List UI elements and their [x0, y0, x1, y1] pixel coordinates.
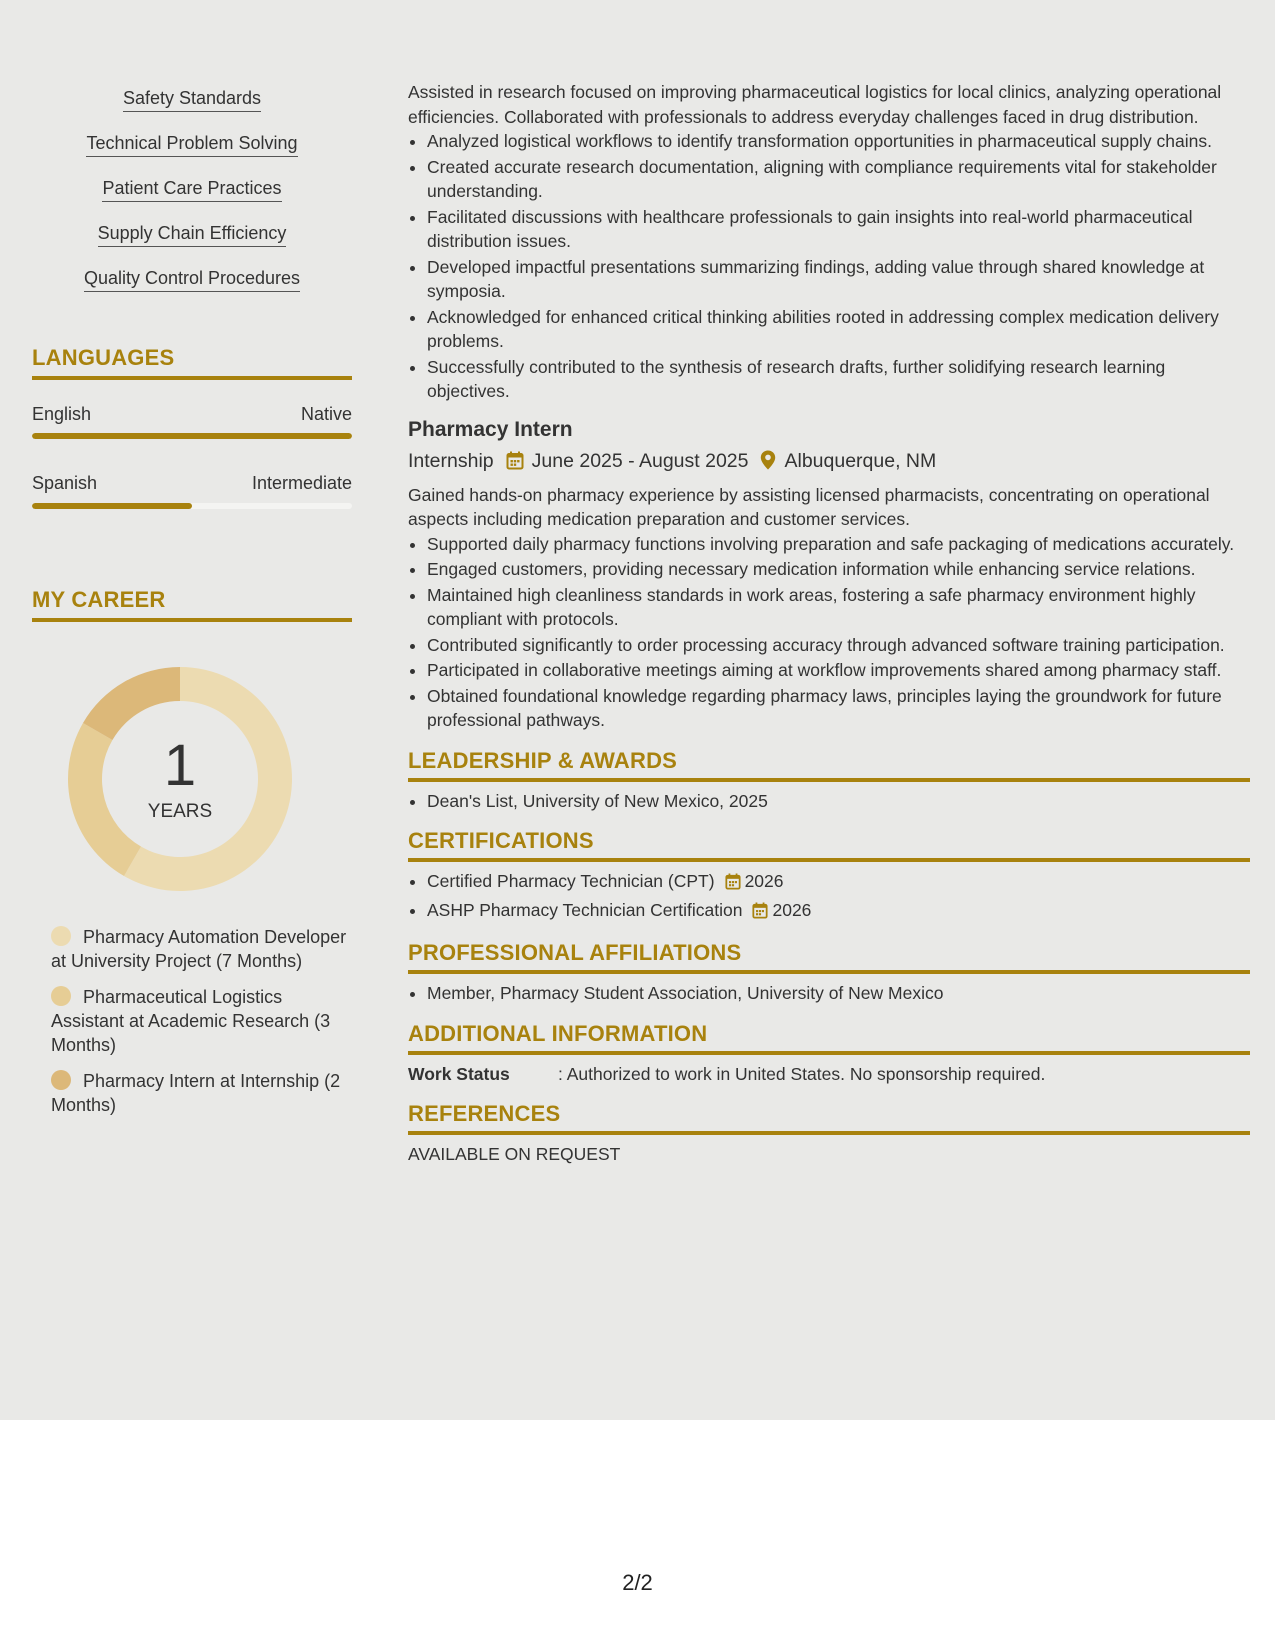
job-bullets: [408, 129, 1250, 404]
career-legend: [51, 925, 351, 1129]
language-proficiency-bar: [32, 503, 352, 509]
language-name: English: [32, 404, 92, 424]
affiliations-list: [408, 981, 1250, 1006]
job-bullet: • Acknowledged for enhanced critical thinking abilities rooted in addressing complex medication delivery problems.: [427, 305, 1250, 354]
job-summary: Gained hands-on pharmacy experience by assisting licensed pharmacists, concentrating on operational aspects including medication preparation and customer services.: [408, 484, 1210, 529]
legend-dot: [51, 986, 71, 1006]
certification-name: ASHP Pharmacy Technician Certification: [427, 899, 743, 920]
languages-heading: LANGUAGES: [32, 344, 352, 380]
experience-entry: [408, 80, 1250, 404]
job-bullet: • Contributed significantly to order processing accuracy through advanced software training participation.: [427, 633, 1250, 658]
career-legend-item: [51, 925, 351, 973]
skill-item: Patient Care Practices: [102, 176, 281, 202]
certification-year: 2026: [772, 899, 812, 920]
job-title: Pharmacy Intern: [408, 417, 573, 441]
career-total-number: 1: [163, 733, 197, 798]
job-bullet: • Participated in collaborative meetings aiming at workflow improvements shared among pharmacy staff.: [427, 658, 1250, 683]
job-bullet: • Created accurate research documentation, aligning with compliance requirements vital for stakeholder understanding.: [427, 155, 1250, 204]
leadership-list: [408, 789, 1250, 814]
donut-segment: [83, 667, 180, 740]
skill-item: Safety Standards: [123, 86, 261, 112]
legend-dot: [51, 1070, 71, 1090]
job-bullet: • Obtained foundational knowledge regarding pharmacy laws, principles laying the groundwork for future professional pathways.: [427, 684, 1250, 733]
work-status-row: [408, 1062, 1250, 1087]
job-bullet: • Analyzed logistical workflows to identify transformation opportunities in pharmaceutical supply chains.: [427, 129, 1250, 154]
job-bullet: • Supported daily pharmacy functions involving preparation and safe packaging of medications accurately.: [427, 532, 1250, 557]
certifications-heading: CERTIFICATIONS: [408, 827, 1250, 862]
language-proficiency-fill: [32, 433, 352, 439]
skills-list: [32, 86, 352, 311]
main-content: [408, 80, 1250, 1167]
legend-label: Pharmacy Automation Developer at University Project (7 Months): [51, 927, 347, 971]
career-legend-item: [51, 1069, 351, 1117]
leadership-heading: LEADERSHIP & AWARDS: [408, 747, 1250, 782]
affiliation-item: • Member, Pharmacy Student Association, University of New Mexico: [427, 981, 1250, 1006]
legend-label: Pharmaceutical Logistics Assistant at Academic Research (3 Months): [51, 987, 331, 1055]
affiliations-heading: PROFESSIONAL AFFILIATIONS: [408, 939, 1250, 974]
page-number: 2/2: [622, 1570, 653, 1595]
job-summary: Assisted in research focused on improving pharmaceutical logistics for local clinics, analyzing operational efficiencies. Collaborated with professionals to address everyday challenges faced in drug distribution.: [408, 82, 1222, 127]
language-level: Intermediate: [251, 473, 352, 493]
job-dates: June 2025 - August 2025: [531, 449, 749, 472]
language-proficiency-bar: [32, 433, 352, 439]
language-proficiency-fill: [32, 503, 192, 509]
job-meta: [408, 448, 1250, 477]
skill-item: Technical Problem Solving: [86, 131, 297, 157]
calendar-icon: [506, 451, 524, 477]
calendar-icon: [752, 901, 768, 926]
certification-year: 2026: [744, 871, 784, 891]
job-location: Albuquerque, NM: [784, 449, 937, 472]
certification-item: [427, 898, 1250, 926]
legend-label: Pharmacy Intern at Internship (2 Months): [51, 1071, 341, 1115]
job-company: Internship: [408, 449, 494, 472]
references-text: AVAILABLE ON REQUEST: [408, 1144, 621, 1164]
job-bullet: • Engaged customers, providing necessary medication information while enhancing service relations.: [427, 557, 1250, 582]
leadership-item: • Dean's List, University of New Mexico, 2025: [427, 789, 1250, 814]
work-status-value: : Authorized to work in United States. No sponsorship required.: [558, 1063, 1046, 1084]
job-bullet: • Facilitated discussions with healthcare professionals to gain insights into real-world pharmaceutical distribution issues.: [427, 205, 1250, 254]
certifications-list: [408, 869, 1250, 925]
job-bullets: [408, 532, 1250, 733]
references-heading: REFERENCES: [408, 1100, 1250, 1135]
job-bullet: • Successfully contributed to the synthesis of research drafts, further solidifying research learning objectives.: [427, 355, 1250, 404]
certification-name: Certified Pharmacy Technician (CPT): [427, 871, 715, 891]
skill-item: Supply Chain Efficiency: [98, 221, 287, 247]
legend-dot: [51, 926, 71, 946]
job-bullet: • Developed impactful presentations summarizing findings, adding value through shared knowledge at symposia.: [427, 255, 1250, 304]
career-heading: MY CAREER: [32, 586, 352, 622]
language-name: Spanish: [32, 473, 98, 493]
language-level: Native: [300, 404, 352, 424]
map-pin-icon: [760, 450, 776, 477]
certification-item: [427, 869, 1250, 897]
work-status-key: Work Status: [408, 1063, 510, 1084]
career-legend-item: [51, 985, 351, 1057]
job-bullet: • Maintained high cleanliness standards in work areas, fostering a safe pharmacy environment highly compliant with protocols.: [427, 583, 1250, 632]
career-donut-chart: [66, 665, 294, 893]
skill-item: Quality Control Procedures: [84, 266, 300, 292]
career-total-unit: YEARS: [147, 801, 213, 822]
calendar-icon: [725, 872, 741, 897]
additional-info-heading: ADDITIONAL INFORMATION: [408, 1020, 1250, 1055]
experience-entry: [408, 416, 1250, 733]
